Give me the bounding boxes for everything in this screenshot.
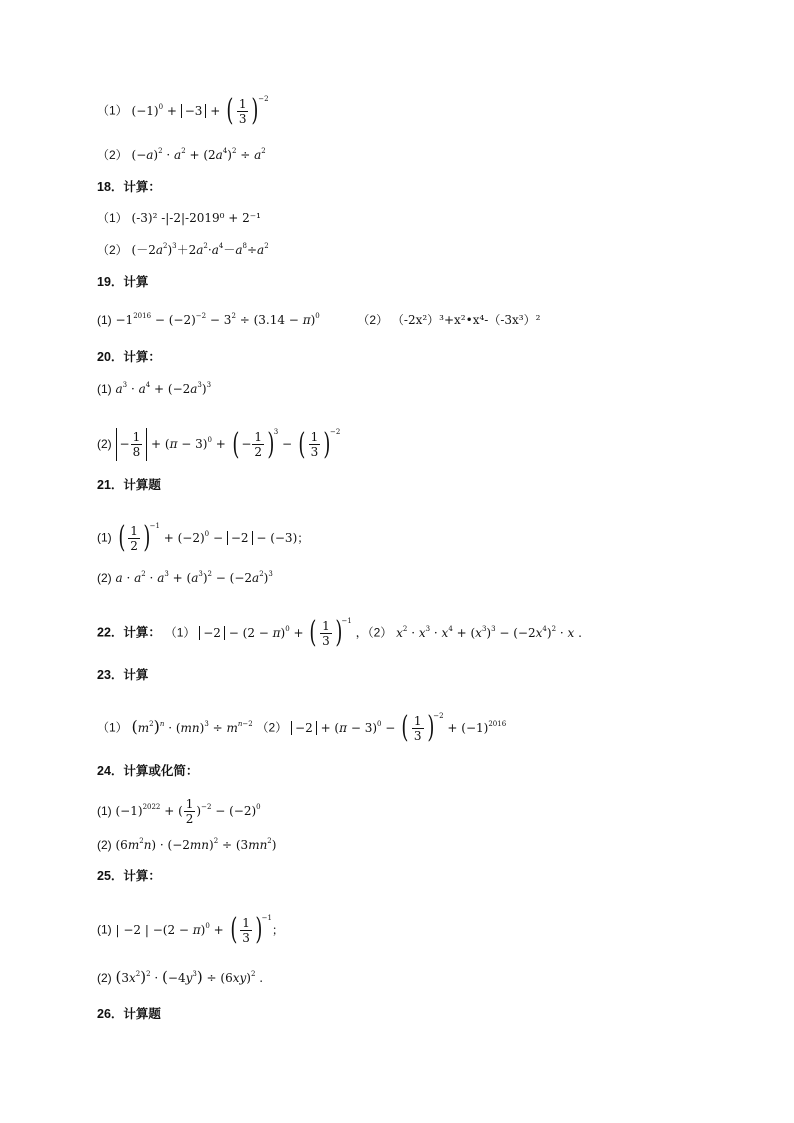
math-expression: | −2 | $-(2 - \pi)^0$ + ( $\frac{1}{3}$ )$^{-1}$；: [115, 912, 284, 947]
math-expression: $(3x^2)^2 \cdot (-4y^3) \div (6xy)^2$ .: [115, 968, 264, 986]
heading-23: 23．计算: [97, 668, 149, 682]
problem-label: （1）: [97, 103, 128, 118]
math-expression: $(m^2)^n \cdot (mn)^3 \div m^{n-2}$: [131, 716, 253, 736]
problem-24-2: [97, 837, 276, 853]
problem-label: (1): [97, 530, 112, 545]
heading-26: 26．计算题: [97, 1007, 161, 1021]
problem-label: ，（2）: [355, 625, 393, 640]
problem-25-1: [97, 912, 284, 947]
math-expression: $-2 + (\pi - 3)^0$ − ( $\frac{1}{3}$ )$^{-2} + (-1)^{2016}$: [291, 721, 506, 735]
problem-20-1: [97, 381, 211, 397]
problem-18-1: [97, 210, 261, 226]
heading-18: 18．计算：: [97, 180, 161, 194]
problem-25-2: [97, 969, 263, 986]
math-expression: $(-2a^2)^3+2a^2\cdot a^4-a^8\div a^2$: [131, 242, 269, 257]
math-expression: − $\frac{1}{8}$ + $(\pi - 3)^0$ + ( − $\frac{1}{2}$ )$^3$ − ( $\frac{1}{3}$ )$^{-2}$: [116, 437, 341, 451]
math-expression: $a^3 \cdot a^4 + (-2a^3)^3$: [115, 381, 212, 396]
problem-label: （2）: [97, 243, 128, 257]
math-expression: （-2x²）³+x²•x⁴-（-3x³）²: [391, 313, 541, 327]
problem-21-2: [97, 570, 273, 586]
problem-18-2: [97, 242, 269, 258]
math-expression: ( $\frac{1}{2}$ )$^{-1} + (-2)^0 - -2 - (-3)$；: [117, 520, 310, 555]
math-expression: $(6m^2n) \cdot (-2mn)^2 \div (3mn^2)$: [115, 837, 277, 852]
problem-label: (1): [97, 922, 112, 937]
problem-22: [97, 615, 582, 650]
math-expression: $x^2 \cdot x^3 \cdot x^4 + (x^3)^3 - (-2x^4)^2 \cdot x$ .: [396, 624, 582, 640]
problem-label: (2): [97, 838, 112, 852]
math-expression: (-3)² -|-2|-2019⁰ + 2⁻¹: [131, 211, 261, 225]
math-expression: $(-1)^0 + -3$ + ( $\frac{1}{3}$ )$^{-2}$: [131, 93, 269, 128]
problem-label: (2): [97, 437, 112, 451]
problem-label: (2): [97, 971, 112, 985]
problem-label: （1）: [97, 211, 128, 225]
problem-label: (2): [97, 571, 112, 585]
problem-23: [97, 710, 507, 745]
problem-label: (1): [97, 382, 112, 396]
problem-17-2: [97, 147, 266, 163]
math-expression: $(-a)^2 \cdot a^2 + (2a^4)^2 \div a^2$: [131, 147, 266, 162]
problem-24-1: [97, 797, 261, 826]
problem-17-1: [97, 93, 269, 128]
math-expression: $-1^{2016} - (-2)^{-2} - 3^2 \div (3.14 - \pi)^0$: [115, 312, 320, 327]
problem-label: （2）: [97, 148, 128, 162]
problem-label: （1）: [164, 625, 196, 640]
problem-20-2: [97, 428, 340, 461]
problem-label: （1）: [97, 720, 128, 735]
math-expression: $(-1)^{2022}$ + ( $\frac{1}{2}$ )$^{-2} - (-2)^0$: [115, 797, 261, 826]
heading-24: 24．计算或化简：: [97, 764, 199, 778]
problem-label: (1): [97, 313, 112, 327]
heading-22: 22．计算：: [97, 625, 161, 640]
heading-25: 25．计算：: [97, 869, 161, 883]
problem-label: （2）: [256, 720, 288, 735]
problem-label: （2）: [357, 313, 389, 327]
problem-19: [97, 312, 540, 328]
math-expression: $a \cdot a^2 \cdot a^3 + (a^3)^2 - (-2a^2)^3$: [115, 570, 273, 585]
heading-19: 19．计算: [97, 275, 149, 289]
problem-label: (1): [97, 804, 112, 818]
problem-21-1: [97, 520, 310, 555]
math-expression: $-2 - (2 - \pi)^0$ + ( $\frac{1}{3}$ )$^{-1}$: [199, 626, 352, 640]
heading-20: 20．计算：: [97, 350, 161, 364]
heading-21: 21．计算题: [97, 478, 161, 492]
